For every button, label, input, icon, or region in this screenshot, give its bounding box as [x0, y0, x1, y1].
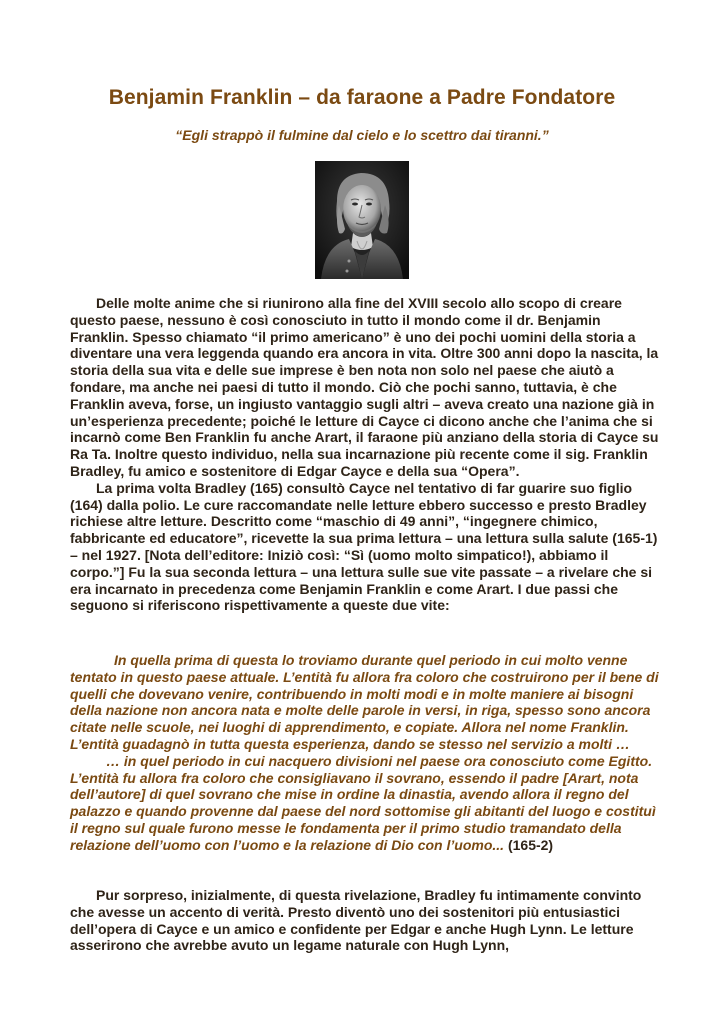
body-section-1 — [70, 295, 660, 614]
quote-paragraph: In quella prima di questa lo troviamo durante quel periodo in cui molto venne tentato in questo paese attuale. L’entità fu allora fra coloro che costruirono per il bene di quelli che dovevano venire, contribuendo in molti modi e in molte maniere ai bisogni della nazione non ancora nata e molte delle parole in versi, in riga, spesso sono ancora citate nelle scuole, nei luoghi di apprendimento, e copiate. Allora nel nome Franklin. L’entità guadagnò in tutta questa esperienza, dando se stesso nel servizio a molti … — [70, 652, 659, 752]
portrait-image — [315, 161, 409, 279]
quote-paragraph — [70, 753, 660, 854]
paragraph: Delle molte anime che si riunirono alla fine del XVIII secolo allo scopo di creare questo paese, nessuno è così conosciuto in tutto il mondo come il dr. Benjamin Franklin. Spesso chiamato “il primo americano” è uno dei pochi uomini della storia a diventare una vera leggenda quando era ancora in vita. Oltre 300 anni dopo la nascita, la storia della sua vita e delle sue imprese è ben nota non solo nel paese che aiutò a fondare, ma anche nei paesi di tutto il mondo. Ciò che pochi sanno, tuttavia, è che Franklin aveva, forse, un ingiusto vantaggio sugli altri – aveva creato una nazione già in un’esperienza precedente; poiché le letture di Cayce ci dicono anche che l’anima che si incarnò come Ben Franklin fu anche Arart, il faraone più anziano della storia di Cayce su Ra Ta. Inoltre questo individuo, nella sua incarnazione più recente come il sig. Franklin Bradley, fu amico e sostenitore di Edgar Cayce e della sua “Opera”. — [70, 295, 659, 479]
paragraph: La prima volta Bradley (165) consultò Cayce nel tentativo di far guarire suo figlio (164) dalla polio. Le cure raccomandate nelle letture ebbero successo e presto Bradley richiese altre letture. Descritto come “maschio di 49 anni”, “ingegnere chimico, fabbricante ed educatore”, ricevette la sua prima lettura – una lettura sulla salute (165-1) – nel 1927. [Nota dell’editore: Iniziò così: “Sì (uomo molto simpatico!), abbiamo il corpo.”] Fu la sua seconda lettura – una lettura sulle sue vite passate – a rivelare che si era incarnato in precedenza come Benjamin Franklin e come Arart. I due passi che seguono si riferiscono rispettivamente a queste due vite: — [70, 479, 658, 614]
page-title: Benjamin Franklin – da faraone a Padre Fondatore — [108, 86, 616, 109]
epigraph: “Egli strappò il fulmine dal cielo e lo scettro dai tiranni.” — [175, 127, 549, 143]
paragraph: Pur sorpreso, inizialmente, di questa rivelazione, Bradley fu intimamente convinto che avesse un accento di verità. Presto diventò uno dei sostenitori più entusiastici dell’opera di Cayce e un amico e confidente per Edgar e anche Hugh Lynn. Le letture asserirono che avrebbe avuto un legame naturale con Hugh Lynn, — [70, 887, 642, 954]
quote-text: … in quel periodo in cui nacquero divisioni nel paese ora conosciuto come Egitto. L’entità fu allora fra coloro che consigliavano il sovrano, essendo il padre [Arart, nota dell’autore] di quel sovrano che mise in ordine la dinastia, avendo allora il regno del palazzo e quando provenne dal paese del nord sottomise gli abitanti del luogo e costituì il regno sul quale furono messe le fondamenta per il primo studio tramandato della relazione dell’uomo con l’uomo e la relazione di Dio con l’uomo... — [70, 752, 656, 853]
quoted-reading — [70, 652, 660, 854]
benjamin-franklin-portrait — [315, 161, 409, 279]
body-section-2 — [70, 887, 660, 954]
reading-reference: (165-2) — [507, 836, 554, 853]
